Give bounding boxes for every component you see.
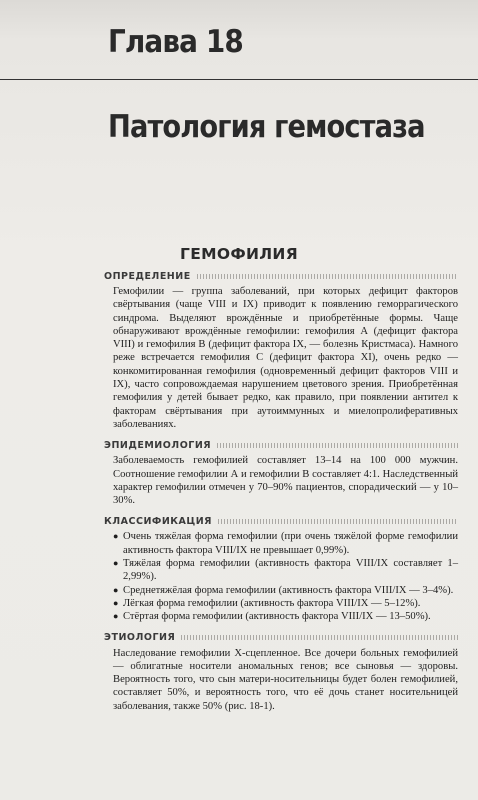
bullet-icon: ● xyxy=(113,611,119,622)
chapter-title: Патология гемостаза xyxy=(108,109,425,145)
list-item xyxy=(113,584,458,597)
dotted-rule xyxy=(197,274,458,279)
subheading-classification xyxy=(104,515,458,527)
subheading-label: ЭТИОЛОГИЯ xyxy=(104,632,176,644)
list-item xyxy=(113,557,458,584)
list-item-text: Очень тяжёлая форма гемофилии (при очень тяжёлой форме гемофилии активность фактора VIII/IX не превышает 0,99%). xyxy=(123,531,458,556)
definition-paragraph: Гемофилии — группа заболеваний, при которых дефицит факторов свёртывания (чаще VIII и IX) приводит к появлению геморрагического синдрома. Выделяют врождённые и приобретённые формы. Чаще обнаруживают врождённые гемофилии: гемофилия А (дефицит фактора VIII) и гемофилия В (дефицит фактора IX, — болезнь Кристмаса). Намного реже встречается гемофилия С (дефицит фактора XI), очень редко — конкомитированная гемофилия (одновременный дефицит факторов VIII и IX), часто сопровождаемая нарушением цветового зрения. Приобретённая гемофилия у детей бывает редко, как правило, при появлении антител к факторам свёртывания при аутоиммунных и миелопролиферативных заболеваниях. xyxy=(113,286,458,430)
dotted-rule xyxy=(218,519,458,524)
list-item xyxy=(113,597,458,610)
bullet-icon: ● xyxy=(113,584,119,595)
dotted-rule xyxy=(217,443,458,448)
bullet-icon: ● xyxy=(113,558,119,569)
list-item xyxy=(113,530,458,557)
dotted-rule xyxy=(181,635,458,640)
list-item-text: Лёгкая форма гемофилии (активность фактора VIII/IX — 5–12%). xyxy=(123,597,421,609)
list-item-text: Среднетяжёлая форма гемофилии (активность фактора VIII/IX — 3–4%). xyxy=(123,584,454,596)
section-title: ГЕМОФИЛИЯ xyxy=(180,245,298,263)
list-item-text: Тяжёлая форма гемофилии (активность фактора VIII/IX составляет 1–2,99%). xyxy=(123,558,458,583)
bullet-icon: ● xyxy=(113,597,119,608)
subheading-definition xyxy=(104,270,458,282)
subheading-label: КЛАССИФИКАЦИЯ xyxy=(104,515,212,527)
bullet-icon: ● xyxy=(113,531,119,542)
subheading-etiology xyxy=(104,632,458,644)
subheading-label: ОПРЕДЕЛЕНИЕ xyxy=(104,270,191,282)
chapter-heading: Глава 18 xyxy=(108,24,243,60)
classification-list xyxy=(104,530,458,623)
etiology-paragraph: Наследование гемофилии Х-сцепленное. Все дочери больных гемофилией — облигатные носители аномальных генов; все сыновья — здоровы. Вероятность того, что сын матери-носительницы будет болен гемофилией, составляет 50%, и вероятность того, что её дочь станет носительницей заболевания, также 50% (рис. 18-1). xyxy=(113,647,458,712)
list-item-text: Стёртая форма гемофилии (активность фактора VIII/IX — 13–50%). xyxy=(123,611,431,623)
subheading-label: ЭПИДЕМИОЛОГИЯ xyxy=(104,439,212,451)
subheading-epidemiology xyxy=(104,439,458,451)
chapter-divider xyxy=(0,79,478,80)
epidemiology-paragraph: Заболеваемость гемофилией составляет 13–14 на 100 000 мужчин. Соотношение гемофилии А и гемофилии В составляет 4:1. Наследственный характер гемофилии отмечен у 70–90% пациентов, спорадический — у 10–30%. xyxy=(113,455,458,507)
section-body xyxy=(104,270,458,713)
list-item xyxy=(113,610,458,623)
